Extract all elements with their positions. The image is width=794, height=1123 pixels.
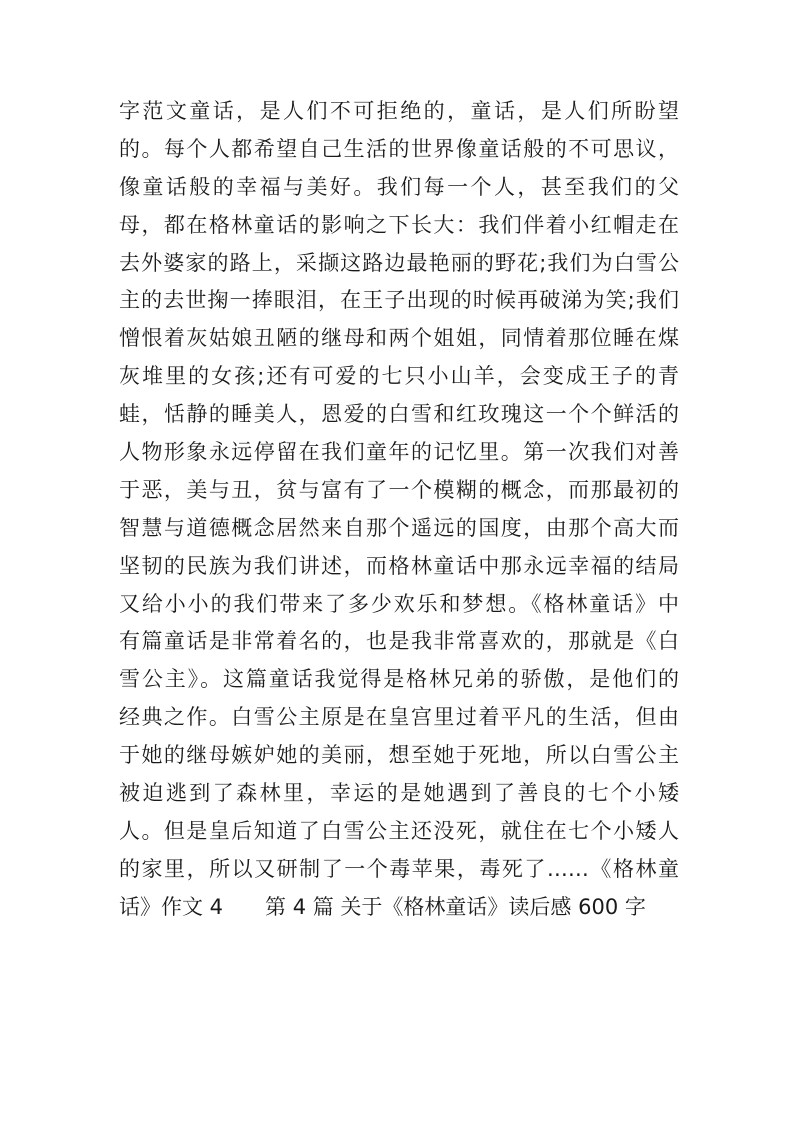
text-line: 的家里，所以又研制了一个毒苹果，毒死了……《格林童 (119, 856, 679, 881)
text-line: 于她的继母嫉妒她的美丽，想至她于死地，所以白雪公主 (119, 743, 679, 768)
text-line: 智慧与道德概念居然来自那个遥远的国度，由那个高大而 (119, 515, 679, 540)
text-line: 去外婆家的路上，采撷这路边最艳丽的野花;我们为白雪公 (119, 250, 679, 275)
text-line: 人。但是皇后知道了白雪公主还没死，就住在七个小矮人 (119, 818, 679, 843)
text-line: 有篇童话是非常着名的，也是我非常喜欢的，那就是《白 (119, 629, 679, 654)
text-line: 主的去世掬一捧眼泪，在王子出现的时候再破涕为笑;我们 (119, 288, 679, 313)
text-line-heading: 话》作文 4 第 4 篇 关于《格林童话》读后感 600 字 (119, 894, 646, 919)
text-line: 经典之作。白雪公主原是在皇宫里过着平凡的生活，但由 (119, 705, 679, 730)
text-line: 字范文童话，是人们不可拒绝的，童话，是人们所盼望 (119, 99, 679, 123)
text-line: 憎恨着灰姑娘丑陋的继母和两个姐姐，同情着那位睡在煤 (119, 326, 679, 351)
text-line: 母，都在格林童话的影响之下长大：我们伴着小红帽走在 (119, 212, 679, 237)
text-line: 坚韧的民族为我们讲述，而格林童话中那永远幸福的结局 (119, 553, 679, 578)
text-line: 于恶，美与丑，贫与富有了一个模糊的概念，而那最初的 (119, 477, 679, 502)
text-line: 蛙，恬静的睡美人，恩爱的白雪和红玫瑰这一个个鲜活的 (119, 402, 679, 427)
text-line: 灰堆里的女孩;还有可爱的七只小山羊，会变成王子的青 (119, 364, 679, 389)
text-line: 又给小小的我们带来了多少欢乐和梦想。《格林童话》中 (119, 591, 679, 616)
text-line: 的。每个人都希望自己生活的世界像童话般的不可思议， (119, 136, 679, 161)
text-line: 人物形象永远停留在我们童年的记忆里。第一次我们对善 (119, 440, 679, 465)
body-text (119, 93, 679, 927)
text-line: 像童话般的幸福与美好。我们每一个人，甚至我们的父 (119, 174, 679, 199)
text-line: 被迫逃到了森林里，幸运的是她遇到了善良的七个小矮 (119, 781, 679, 806)
text-line: 雪公主》。这篇童话我觉得是格林兄弟的骄傲，是他们的 (119, 667, 679, 692)
